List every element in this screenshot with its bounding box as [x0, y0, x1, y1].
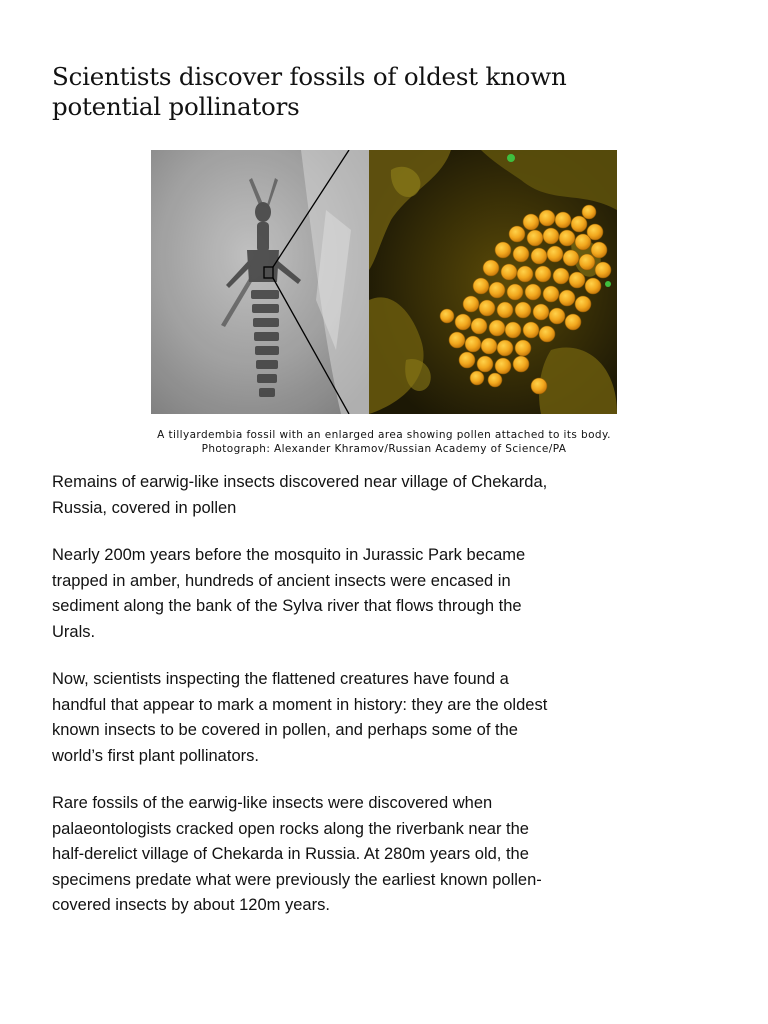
headline: Scientists discover fossils of oldest known potential pollinators [52, 62, 567, 121]
fossil-panel [151, 150, 369, 414]
paragraph: Now, scientists inspecting the flattened creatures have found a handful that appear to mark a moment in history: they are the oldest known insects to be covered in pollen, and perhaps some of the world’s first plant pollinators. [52, 670, 548, 765]
paragraph: Nearly 200m years before the mosquito in Jurassic Park became trapped in amber, hundreds of ancient insects were encased in sediment along the bank of the Sylva river that flows through the Urals. [52, 546, 526, 641]
caption-text: A tillyardembia fossil with an enlarged area showing pollen attached to its body. [157, 429, 611, 441]
pollen-panel [369, 150, 617, 414]
standfirst: Remains of earwig-like insects discovered near village of Chekarda, Russia, covered in pollen [52, 473, 548, 517]
paragraph: Rare fossils of the earwig-like insects were discovered when palaeontologists cracked open rocks along the riverbank near the half-derelict village of Chekarda in Russia. At 280m years old, the specimens predate what were previously the earliest known pollen-covered insects by about 120m years. [52, 794, 542, 915]
photo-credit: Photograph: Alexander Khramov/Russian Academy of Science/PA [201, 443, 567, 455]
figure-caption [120, 428, 648, 456]
figure-image [151, 150, 617, 414]
article-figure[interactable] [151, 150, 617, 414]
